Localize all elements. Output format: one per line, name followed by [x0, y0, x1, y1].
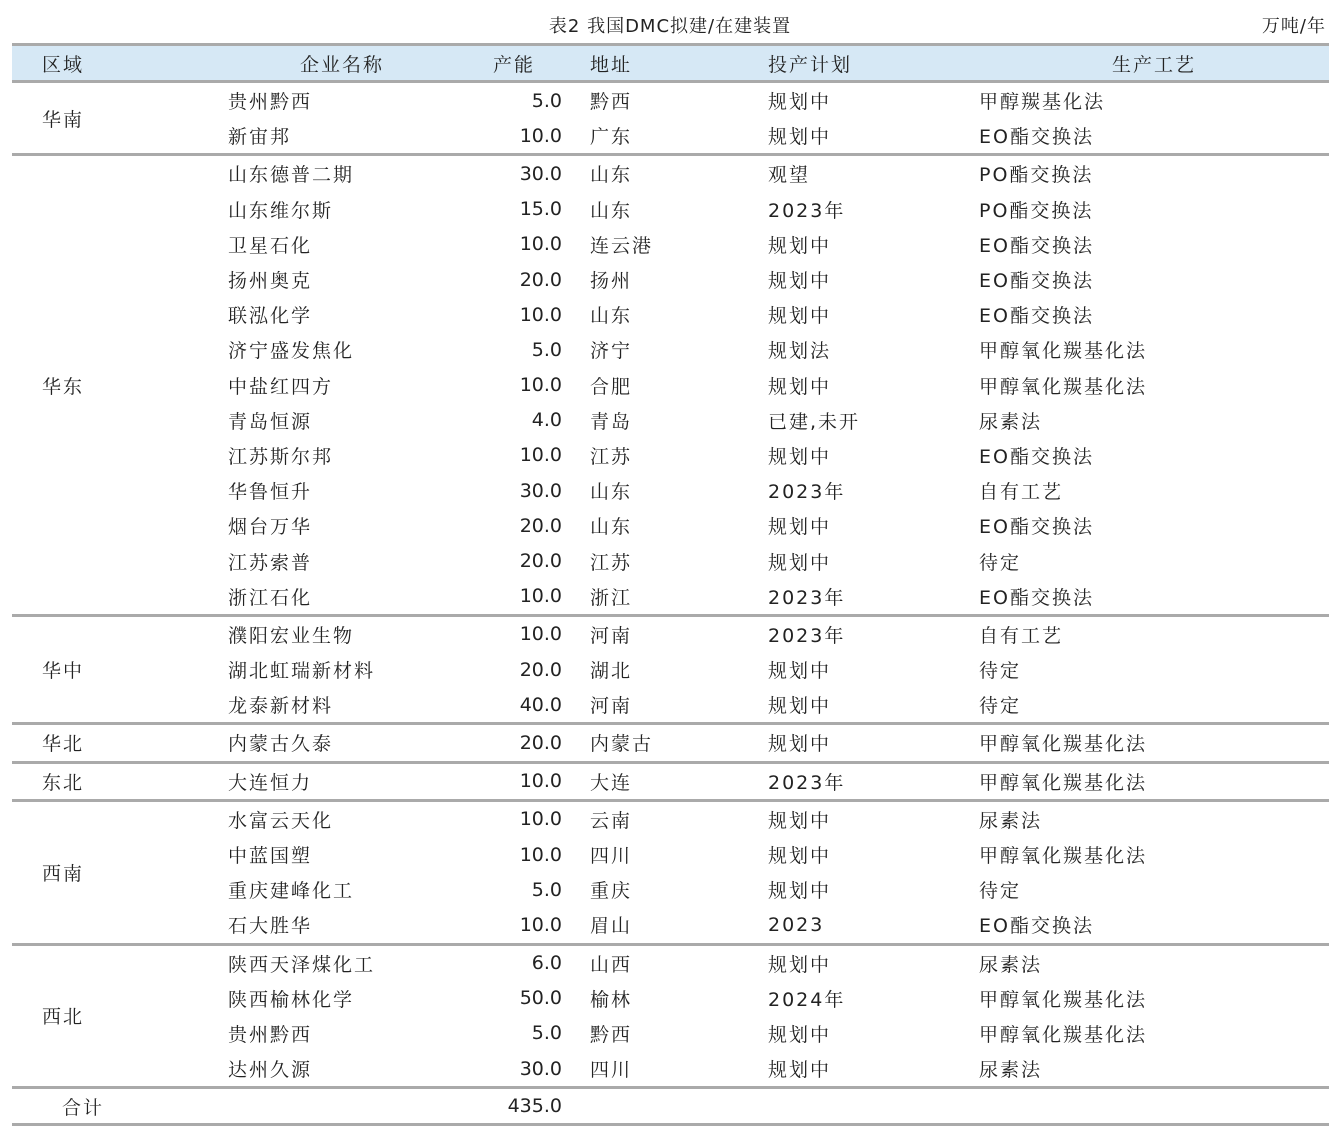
plan-cell: 规划中	[768, 845, 832, 868]
plan-cell: 规划中	[768, 880, 832, 903]
header-location: 地址	[576, 45, 754, 82]
company-cell: 青岛恒源	[228, 410, 313, 433]
plan-cell: 规划中	[768, 1059, 832, 1082]
location-cell: 重庆	[590, 880, 633, 903]
company-cell: 烟台万华	[228, 516, 313, 539]
capacity-cell: 10.0	[452, 800, 576, 837]
region-cell: 西南	[12, 800, 212, 944]
process-cell: 自有工艺	[979, 615, 1329, 652]
company-cell: 内蒙古久泰	[212, 724, 452, 762]
capacity-cell: 20.0	[452, 724, 576, 762]
capacity-cell: 50.0	[519, 987, 562, 1010]
process-cell: 甲醇氧化羰基化法	[979, 375, 1148, 398]
capacity-cell: 15.0	[519, 198, 562, 221]
plan-cell: 规划中	[768, 91, 832, 114]
table-row	[12, 800, 1329, 837]
company-cell: 山东德普二期	[212, 155, 452, 192]
total-label: 合计	[12, 1088, 212, 1125]
plan-cell: 规划中	[768, 270, 832, 293]
company-cell: 山东维尔斯	[228, 199, 334, 222]
process-cell: EO酯交换法	[979, 305, 1094, 328]
table-row	[12, 762, 1329, 800]
plan-cell: 规划中	[754, 800, 979, 837]
plan-cell: 规划中	[768, 305, 832, 328]
capacity-cell: 6.0	[452, 944, 576, 981]
plan-cell: 规划中	[768, 375, 832, 398]
capacity-cell: 10.0	[452, 762, 576, 800]
company-cell: 联泓化学	[228, 305, 313, 328]
plan-cell: 2023年	[768, 481, 846, 504]
company-cell: 大连恒力	[212, 762, 452, 800]
process-cell: 甲醇羰基化法	[979, 91, 1106, 114]
capacity-cell: 10.0	[452, 615, 576, 652]
process-cell: 甲醇氧化羰基化法	[979, 762, 1329, 800]
region-cell: 华东	[12, 155, 212, 615]
table-body	[12, 82, 1329, 1125]
company-cell: 中蓝国塑	[228, 845, 313, 868]
table-row	[12, 724, 1329, 762]
location-cell: 山东	[590, 199, 633, 222]
table-row	[12, 944, 1329, 981]
process-cell: EO酯交换法	[979, 516, 1094, 539]
plan-cell: 规划中	[768, 551, 832, 574]
capacity-cell: 10.0	[519, 843, 562, 866]
location-cell: 湖北	[590, 660, 633, 683]
location-cell: 广东	[590, 126, 633, 149]
table-row	[12, 82, 1329, 119]
plan-cell: 2023年	[754, 615, 979, 652]
location-cell: 四川	[590, 845, 633, 868]
location-cell: 内蒙古	[576, 724, 754, 762]
total-empty-cell	[979, 1088, 1329, 1125]
process-cell: 尿素法	[979, 800, 1329, 837]
process-cell: EO酯交换法	[979, 445, 1094, 468]
company-cell: 湖北虹瑞新材料	[228, 660, 376, 683]
location-cell: 云南	[576, 800, 754, 837]
location-cell: 连云港	[590, 234, 654, 257]
location-cell: 黔西	[590, 91, 633, 114]
table-header-row	[12, 45, 1329, 82]
company-cell: 贵州黔西	[228, 91, 313, 114]
location-cell: 眉山	[590, 915, 633, 938]
plan-cell: 规划中	[754, 724, 979, 762]
header-capacity: 产能	[452, 45, 576, 82]
table-row	[12, 155, 1329, 192]
table-caption: 表2 我国DMC拟建/在建装置	[548, 16, 792, 37]
process-cell: 甲醇氧化羰基化法	[979, 724, 1329, 762]
company-cell: 中盐红四方	[228, 375, 334, 398]
process-cell: EO酯交换法	[979, 234, 1094, 257]
capacity-cell: 5.0	[531, 1022, 562, 1045]
process-cell: 待定	[979, 551, 1022, 574]
capacity-cell: 20.0	[519, 658, 562, 681]
location-cell: 河南	[590, 695, 633, 718]
total-row	[12, 1088, 1329, 1125]
location-cell: 扬州	[590, 270, 633, 293]
location-cell: 榆林	[590, 988, 633, 1011]
capacity-cell: 10.0	[519, 233, 562, 256]
capacity-cell: 10.0	[519, 303, 562, 326]
dmc-table	[12, 43, 1329, 1126]
capacity-cell: 10.0	[519, 913, 562, 936]
plan-cell: 规划中	[768, 126, 832, 149]
capacity-cell: 10.0	[519, 585, 562, 608]
capacity-cell: 20.0	[519, 550, 562, 573]
process-cell: 甲醇氧化羰基化法	[979, 1023, 1148, 1046]
capacity-cell: 20.0	[519, 514, 562, 537]
plan-cell: 2023年	[768, 199, 846, 222]
plan-cell: 规划中	[768, 1023, 832, 1046]
location-cell: 山东	[590, 305, 633, 328]
plan-cell: 规划中	[768, 234, 832, 257]
plan-cell: 规划中	[768, 660, 832, 683]
process-cell: 自有工艺	[979, 481, 1064, 504]
company-cell: 扬州奥克	[228, 270, 313, 293]
process-cell: EO酯交换法	[979, 126, 1094, 149]
process-cell: 甲醇氧化羰基化法	[979, 340, 1148, 363]
company-cell: 华鲁恒升	[228, 481, 313, 504]
company-cell: 龙泰新材料	[228, 695, 334, 718]
company-cell: 卫星石化	[228, 234, 313, 257]
location-cell: 青岛	[590, 410, 633, 433]
location-cell: 河南	[576, 615, 754, 652]
table-row	[12, 615, 1329, 652]
region-cell: 西北	[12, 944, 212, 1088]
location-cell: 合肥	[590, 375, 633, 398]
region-cell: 华北	[12, 724, 212, 762]
capacity-cell: 30.0	[452, 155, 576, 192]
company-cell: 水富云天化	[212, 800, 452, 837]
capacity-cell: 30.0	[519, 1057, 562, 1080]
location-cell: 济宁	[590, 340, 633, 363]
location-cell: 江苏	[590, 551, 633, 574]
company-cell: 陕西天泽煤化工	[212, 944, 452, 981]
plan-cell: 已建,未开	[768, 410, 861, 433]
company-cell: 贵州黔西	[228, 1023, 313, 1046]
process-cell: EO酯交换法	[979, 915, 1094, 938]
plan-cell: 规划中	[768, 445, 832, 468]
company-cell: 济宁盛发焦化	[228, 340, 355, 363]
capacity-cell: 30.0	[519, 479, 562, 502]
process-cell: 尿素法	[979, 1059, 1043, 1082]
capacity-cell: 5.0	[531, 878, 562, 901]
total-empty-cell	[754, 1088, 979, 1125]
unit-label: 万吨/年	[1261, 16, 1326, 37]
company-cell: 浙江石化	[228, 586, 313, 609]
company-cell: 江苏索普	[228, 551, 313, 574]
location-cell: 四川	[590, 1059, 633, 1082]
company-cell: 重庆建峰化工	[228, 880, 355, 903]
header-region: 区域	[12, 45, 212, 82]
plan-cell: 规划中	[768, 695, 832, 718]
capacity-cell: 10.0	[519, 374, 562, 397]
plan-cell: 规划中	[754, 944, 979, 981]
location-cell: 山东	[590, 481, 633, 504]
header-plan: 投产计划	[754, 45, 979, 82]
plan-cell: 2023	[768, 913, 825, 936]
capacity-cell: 5.0	[531, 89, 562, 112]
location-cell: 黔西	[590, 1023, 633, 1046]
capacity-cell: 20.0	[519, 268, 562, 291]
plan-cell: 规划法	[768, 340, 832, 363]
plan-cell: 规划中	[768, 516, 832, 539]
process-cell: PO酯交换法	[979, 155, 1329, 192]
capacity-cell: 10.0	[519, 124, 562, 147]
total-empty-cell	[212, 1088, 452, 1125]
company-cell: 濮阳宏业生物	[212, 615, 452, 652]
company-cell: 陕西榆林化学	[228, 988, 355, 1011]
process-cell: PO酯交换法	[979, 199, 1094, 222]
process-cell: 待定	[979, 880, 1022, 903]
capacity-cell: 40.0	[519, 693, 562, 716]
company-cell: 达州久源	[228, 1059, 313, 1082]
process-cell: EO酯交换法	[979, 586, 1094, 609]
process-cell: 待定	[979, 660, 1022, 683]
company-cell: 江苏斯尔邦	[228, 445, 334, 468]
location-cell: 山东	[576, 155, 754, 192]
location-cell: 江苏	[590, 445, 633, 468]
process-cell: 甲醇氧化羰基化法	[979, 845, 1148, 868]
total-capacity: 435.0	[452, 1088, 576, 1125]
process-cell: 待定	[979, 695, 1022, 718]
process-cell: EO酯交换法	[979, 270, 1094, 293]
process-cell: 甲醇氧化羰基化法	[979, 988, 1148, 1011]
total-empty-cell	[576, 1088, 754, 1125]
region-cell: 华中	[12, 615, 212, 724]
header-company: 企业名称	[212, 45, 452, 82]
plan-cell: 2023年	[768, 586, 846, 609]
plan-cell: 观望	[754, 155, 979, 192]
capacity-cell: 4.0	[531, 409, 562, 432]
company-cell: 新宙邦	[228, 126, 292, 149]
plan-cell: 2024年	[768, 988, 846, 1011]
plan-cell: 2023年	[754, 762, 979, 800]
location-cell: 大连	[576, 762, 754, 800]
capacity-cell: 5.0	[531, 338, 562, 361]
location-cell: 山东	[590, 516, 633, 539]
process-cell: 尿素法	[979, 410, 1043, 433]
header-process: 生产工艺	[979, 45, 1329, 82]
company-cell: 石大胜华	[228, 915, 313, 938]
capacity-cell: 10.0	[519, 444, 562, 467]
region-cell: 东北	[12, 762, 212, 800]
region-cell: 华南	[42, 108, 85, 131]
location-cell: 浙江	[590, 586, 633, 609]
location-cell: 山西	[576, 944, 754, 981]
process-cell: 尿素法	[979, 944, 1329, 981]
